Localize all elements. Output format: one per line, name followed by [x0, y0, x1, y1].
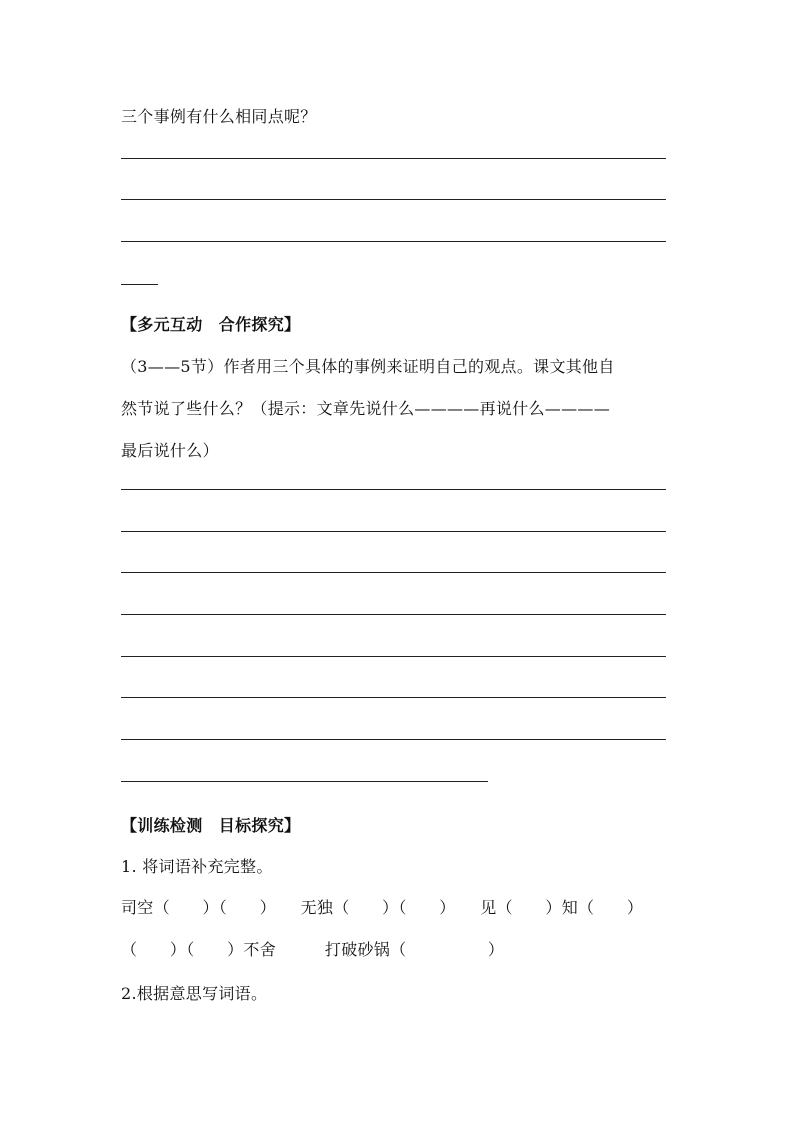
answer-line [121, 199, 666, 200]
answer-line-short [121, 284, 158, 285]
idiom-row: （ ）（ ）不舍 打破砂锅（ ） [121, 940, 505, 959]
task-1: 1. 将词语补充完整。 [121, 857, 273, 876]
q-same-point: 三个事例有什么相同点呢？ [121, 107, 317, 126]
answer-line [121, 531, 666, 532]
answer-line [121, 614, 666, 615]
answer-line [121, 656, 666, 657]
task-2: 2.根据意思写词语。 [121, 984, 268, 1003]
answer-line [121, 241, 666, 242]
prompt-line: 然节说了些什么？（提示：文章先说什么————再说什么———— [121, 399, 611, 418]
answer-line [121, 697, 666, 698]
section-heading-training: 【训练检测 目标探究】 [121, 816, 301, 835]
answer-line-mid [121, 781, 488, 782]
prompt-line: （3——5节）作者用三个具体的事例来证明自己的观点。课文其他自 [121, 357, 615, 376]
idiom-row: 司空（ ）（ ） 无独（ ）（ ） 见（ ）知（ ） [121, 898, 644, 917]
answer-line [121, 572, 666, 573]
prompt-line: 最后说什么） [121, 441, 219, 460]
answer-line [121, 158, 666, 159]
answer-line [121, 489, 666, 490]
section-heading-interactive: 【多元互动 合作探究】 [121, 315, 301, 334]
answer-line [121, 739, 666, 740]
